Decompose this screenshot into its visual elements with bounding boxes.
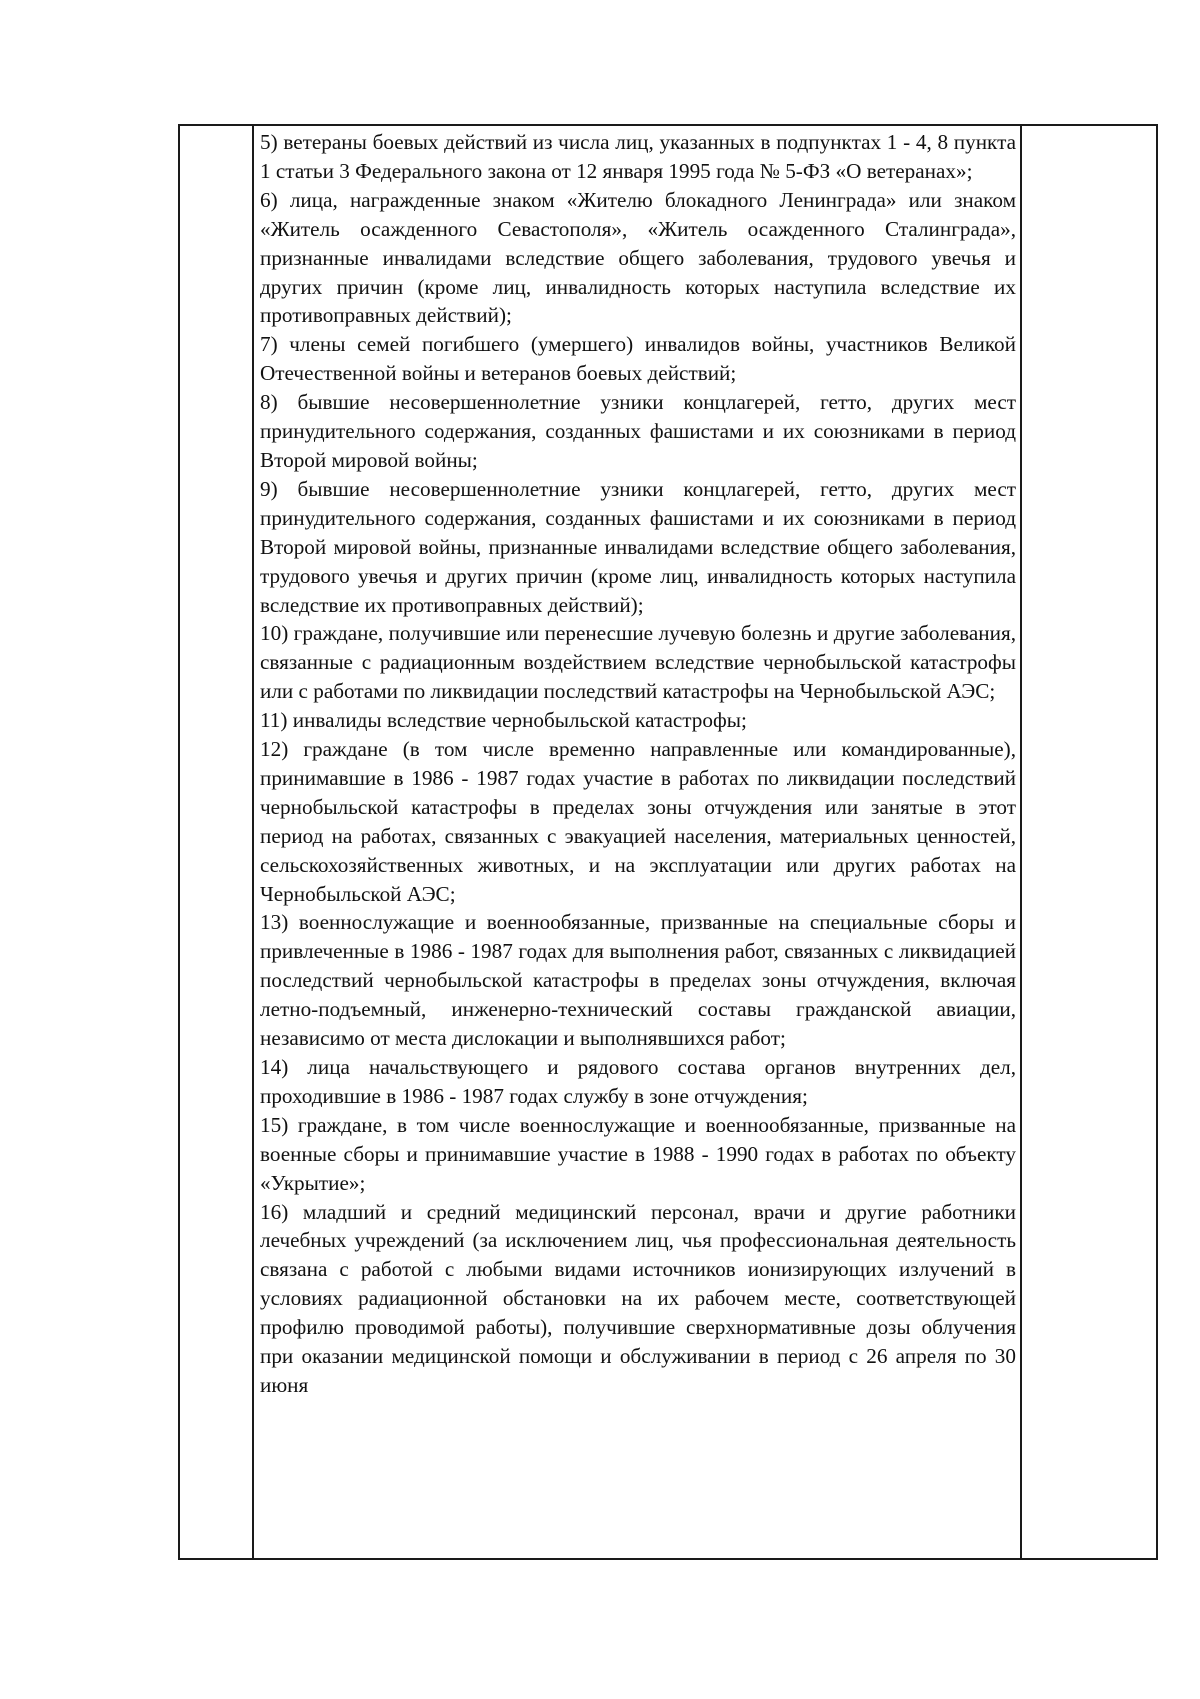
list-item-12: 12) граждане (в том числе временно направленные или командированные), принимавшие в 1986 - 1987 годах участие в работах по ликвидации последствий чернобыльской катастрофы в пределах зоны отчуждения или занятые в этот период на работах, связанных с эвакуацией населения, материальных ценностей, сельскохозяйственных животных, и на эксплуатации или других работах на Чернобыльской АЭС; [260,737,1016,906]
list-item-8: 8) бывшие несовершеннолетние узники концлагерей, гетто, других мест принудительного содержания, созданных фашистами и их союзниками в период Второй мировой войны; [260,390,1016,472]
list-item-7: 7) члены семей погибшего (умершего) инвалидов войны, участников Великой Отечественной войны и ветеранов боевых действий; [260,332,1016,386]
list-item-15: 15) граждане, в том числе военнослужащие и военнообязанные, призванные на военные сборы и принимавшие участие в 1988 - 1990 годах в работах по объекту «Укрытие»; [260,1112,1016,1195]
list-item-11: 11) инвалиды вследствие чернобыльской катастрофы; [260,708,747,733]
table-column-left [180,126,254,1558]
list-item-14: 14) лица начальствующего и рядового состава органов внутренних дел, проходившие в 1986 - 1987 годах службу в зоне отчуждения; [260,1055,1016,1108]
list-item-13: 13) военнослужащие и военнообязанные, призванные на специальные сборы и привлеченные в 1986 - 1987 годах для выполнения работ, связанных с ликвидацией последствий чернобыльской катастрофы в пределах зоны отчуждения, включая летно-подъемный, инженерно-технический составы гражданской авиации, независимо от места дислокации и выполнявшихся работ; [260,910,1016,1051]
list-item-5: 5) ветераны боевых действий из числа лиц, указанных в подпунктах 1 - 4, 8 пункта 1 статьи 3 Федерального закона от 12 января 1995 года № 5-ФЗ «О ветеранах»; [260,130,1016,183]
list-item-16: 16) младший и средний медицинский персонал, врачи и другие работники лечебных учреждений (за исключением лиц, чья профессиональная деятельность связана с работой с любыми видами источников ионизирующих излучений в условиях радиационной обстановки на их рабочем месте, соответствующей профилю проводимой работы), получившие сверхнормативные дозы облучения при оказании медицинской помощи и обслуживании в период с 26 апреля по 30 июня [260,1199,1016,1397]
table-column-right [1020,126,1156,1558]
list-item-10: 10) граждане, получившие или перенесшие лучевую болезнь и другие заболевания, связанные с радиационным воздействием вследствие чернобыльской катастрофы или с работами по ликвидации последствий катастрофы на Чернобыльской АЭС; [260,621,1016,704]
list-item-9: 9) бывшие несовершеннолетние узники концлагерей, гетто, других мест принудительного содержания, созданных фашистами и их союзниками в период Второй мировой войны, признанные инвалидами вследствие общего заболевания, трудового увечья и других причин (кроме лиц, инвалидность которых наступила вследствие их противоправных действий); [260,476,1016,617]
document-table [178,124,1158,1560]
list-item-6: 6) лица, награжденные знаком «Жителю блокадного Ленинграда» или знаком «Житель осажденного Севастополя», «Житель осажденного Сталинграда», признанные инвалидами вследствие общего заболевания, трудового увечья и других причин (кроме лиц, инвалидность которых наступила вследствие их противоправных действий); [260,187,1016,328]
table-column-main [256,128,1020,1556]
